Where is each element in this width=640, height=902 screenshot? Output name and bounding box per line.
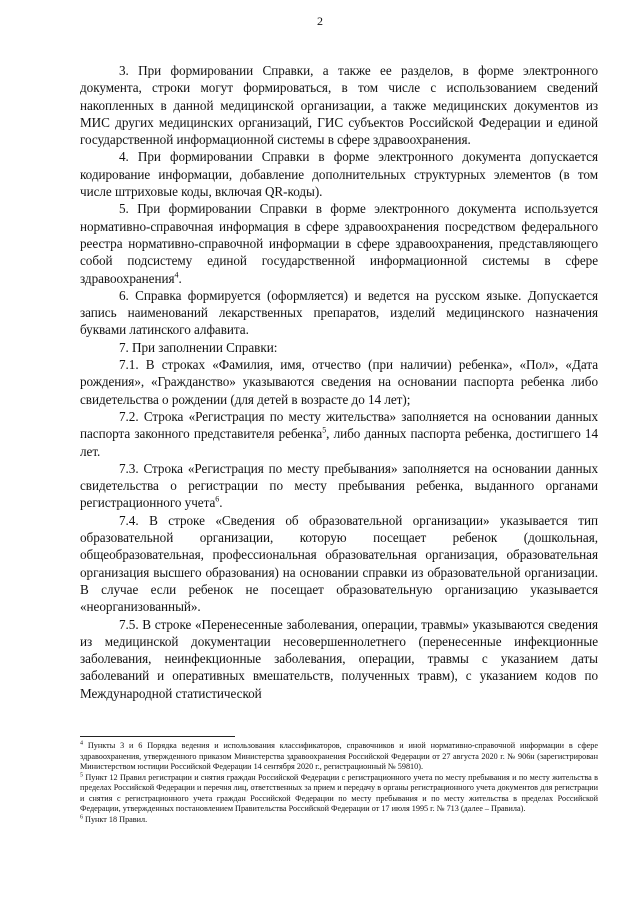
footnote-mark: 5 bbox=[80, 771, 83, 778]
footnote-ref-6: 6 bbox=[215, 495, 220, 505]
footnote-ref-4: 4 bbox=[174, 270, 179, 280]
paragraph-7-5: 7.5. В строке «Перенесенные заболевания, операции, травмы» указываются сведения из медицинской документации несовершеннолетнего (перенесенные инфекционные заболевания, неинфекционные заболевания, операции, травмы с указанием даты заболеваний и оперативных вмешательств, полученных травм), с указанием кодов по Международной статистической bbox=[80, 616, 598, 701]
footnote-ref-5: 5 bbox=[322, 425, 327, 435]
footnote-mark: 4 bbox=[80, 740, 83, 747]
paragraph-5: 5. При формировании Справки в форме электронного документа используется нормативно-справочная информация в сфере здравоохранения посредством федерального реестра нормативно-справочной информации в сфере здравоохранения, представляющего собой подсистему единой государственной информационной системы в сфере здравоохранения$^4$. bbox=[80, 201, 598, 286]
paragraph-7-2 bbox=[80, 408, 598, 460]
footnote-6 bbox=[80, 815, 598, 826]
paragraph-7-3: 7.3. Строка «Регистрация по месту пребывания» заполняется на основании данных свидетельства о регистрации по месту пребывания ребенка, выданного органами регистрационного учета$^6$. bbox=[80, 460, 598, 511]
paragraph-7-2-tail: , либо данных паспорта ребенка, достигшего 14 лет. bbox=[80, 426, 598, 459]
footnote-text: Пункты 3 и 6 Порядка ведения и использования классификаторов, справочников и иной нормативно-справочной информации в сфере здравоохранения, утвержденного приказом Министерства здравоохранения Российской Федерации от 27 августа 2020 г. № 906н (зарегистрирован Министерством юстиции Российской Федерации 14 сентября 2020 г., регистрационный № 59810). bbox=[80, 741, 598, 771]
paragraph-7-2-text: 7.2. Строка «Регистрация по месту жительства» заполняется на основании данных паспорта законного представителя ребенка bbox=[80, 408, 598, 442]
paragraph-7-3-text: 7.3. Строка «Регистрация по месту пребывания» заполняется на основании данных свидетельства о регистрации по месту пребывания ребенка, выданного органами регистрационного учета bbox=[80, 460, 598, 511]
footnote-5 bbox=[80, 773, 598, 815]
paragraph-3: 3. При формировании Справки, а также ее разделов, в форме электронного документа, строки могут формироваться, в том числе с использованием сведений накопленных в данной медицинской организации, а также медицинских документов из МИС других медицинских организаций, ГИС субъектов Российской Федерации и единой государственной информационной системы в сфере здравоохранения. bbox=[80, 63, 598, 148]
footnote-separator bbox=[80, 736, 235, 737]
paragraph-5-text: 5. При формировании Справки в форме электронного документа используется нормативно-справочная информация в сфере здравоохранения посредством федерального реестра нормативно-справочной информации в сфере здравоохранения, представляющего собой подсистему единой государственной информационной системы в сфере здравоохранения bbox=[80, 201, 598, 286]
footnote-mark: 6 bbox=[80, 813, 83, 820]
paragraph-7-1: 7.1. В строках «Фамилия, имя, отчество (при наличии) ребенка», «Пол», «Дата рождения», «Гражданство» указываются сведения на основании паспорта ребенка либо свидетельства о рождении (для детей в возрасте до 14 лет); bbox=[80, 357, 598, 407]
paragraph-7: 7. При заполнении Справки: bbox=[119, 339, 278, 355]
footnote-text: Пункт 18 Правил. bbox=[83, 814, 148, 824]
page-number: 2 bbox=[317, 14, 323, 28]
document-body bbox=[80, 62, 598, 702]
footnote-4 bbox=[80, 741, 598, 773]
paragraph-4: 4. При формировании Справки в форме электронного документа допускается кодирование информации, добавление дополнительных структурных элементов (в том числе штриховые коды, включая QR-коды). bbox=[80, 149, 598, 200]
footnotes bbox=[80, 741, 598, 825]
paragraph-7-4: 7.4. В строке «Сведения об образовательной организации» указывается тип образовательной организации, которую посещает ребенок (дошкольная, общеобразовательная, профессиональная образовательная организация, образовательная организация высшего образования) на основании справки из образовательной организации. В случае если ребенок не посещает образовательную организацию указывается «неорганизованный». bbox=[80, 512, 598, 615]
footnote-text: Пункт 12 Правил регистрации и снятия граждан Российской Федерации с регистрационного учета по месту пребывания и по месту жительства в пределах Российской Федерации и перечня лиц, ответственных за прием и передачу в органы регистрационного учета документов для регистрации и снятия с регистрационного учета граждан Российской Федерации по месту пребывания и по месту жительства в пределах Российской Федерации, утвержденных постановлением Правительства Российской Федерации от 17 июля 1995 г. № 713 (далее – Правила). bbox=[80, 772, 598, 813]
paragraph-6: 6. Справка формируется (оформляется) и ведется на русском языке. Допускается запись наименований лекарственных препаратов, изделий медицинского назначения буквами латинского алфавита. bbox=[80, 287, 598, 338]
